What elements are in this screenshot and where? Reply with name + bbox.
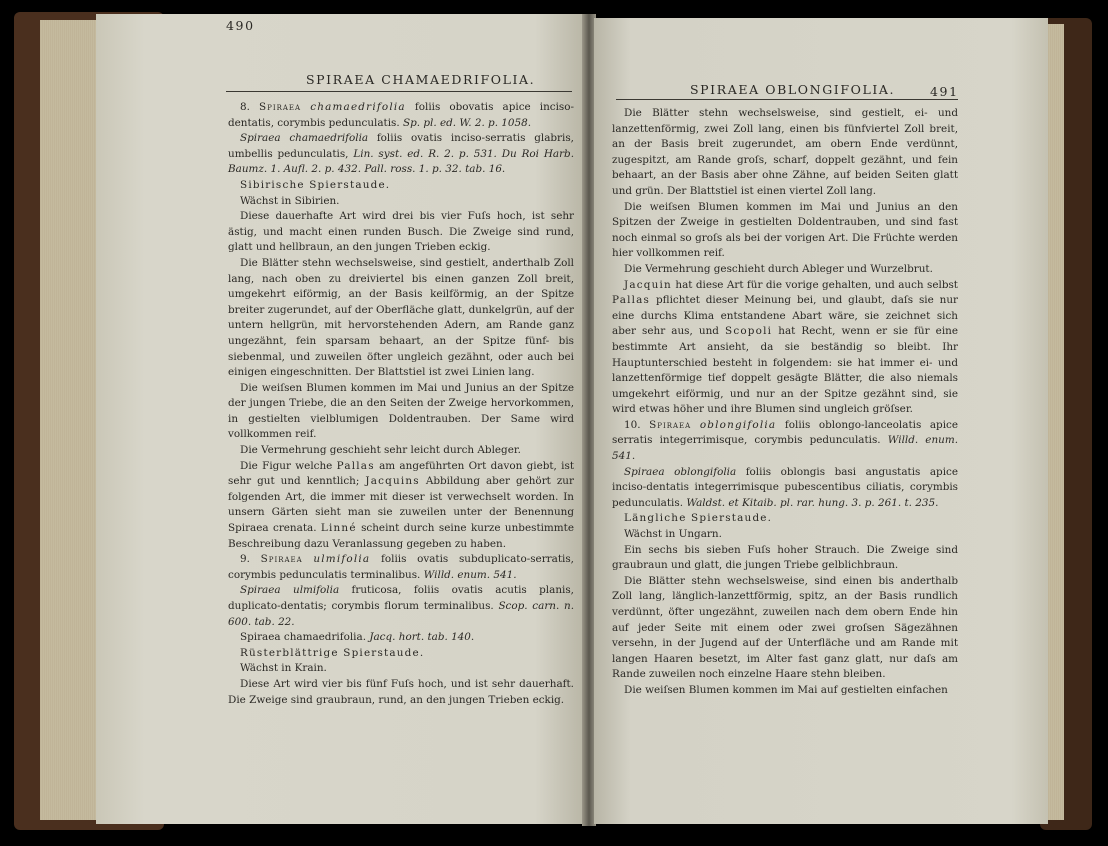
author-name: Jacquin [624, 278, 672, 291]
paragraph: Die weiſsen Blumen kommen im Mai und Junius an der Spitze der jungen Triebe, die an den Seiten der Zweige hervorkommen, in gestielten vielblumigen Doldentrauben. Der Same wird vollkommen reif. [228, 381, 574, 441]
synonym-text: foliis ovatis inciso-serratis glabris, umbellis pedunculatis, [228, 132, 574, 160]
paragraph: Die weiſsen Blumen kommen im Mai auf gestielten einfachen [624, 683, 948, 696]
paragraph: Die Blätter stehn wechselsweise, sind gestielt, anderthalb Zoll lang, nach oben zu dreiviertel bis einen ganzen Zoll breit, umgekehrt eiförmig, an der Basis keilförmig, an der Spitze breiter zugerundet, auf der Oberfläche glatt, dunkelgrün, auf der untern hellgrün, mit hervorstehenden Adern, am Rande ganz ungezähnt, fein sparsam behaart, an der Spitze fünf- bis siebenmal, und zuweilen öfter ungleich gezähnt, oder auch bei einigen eingeschnitten. Der Blattstiel ist zwei Linien lang. [228, 256, 574, 379]
synonym-name: Spiraea oblongifolia [624, 465, 737, 478]
species-name: chamaedrifolia [310, 101, 406, 113]
left-page-body [228, 100, 574, 708]
text-run: Abbildung aber gehört zur folgenden Art, die immer mit dieser ist verwechselt worden. In unsern Gärten sieht man sie zuweilen unter der Benennung Spiraea crenata. [228, 475, 574, 535]
text-run: Die Figur welche [240, 459, 333, 472]
habitat: Wächst in Krain. [240, 662, 327, 675]
habitat: Wächst in Sibirien. [240, 194, 340, 207]
citation: Willd. enum. 541. [612, 434, 958, 463]
page-number [930, 84, 959, 99]
entry-9 [228, 552, 574, 583]
right-page [594, 18, 1048, 824]
paragraph [228, 459, 574, 553]
entry-number: 9. [240, 553, 250, 566]
common-name: Rüsterblättrige Spierstaude. [240, 646, 425, 659]
synonym-text: foliis oblongis basi angustatis apice inciso-dentatis integerrimisque pubescentibus ciliatis, corymbis pedunculatis. [612, 465, 958, 509]
author-name: Pallas [612, 294, 651, 307]
entry-8 [228, 100, 574, 131]
diagnosis-text: foliis ovatis subduplicato-serratis, corymbis pedunculatis terminalibus. [228, 553, 574, 581]
synonym-1 [612, 465, 958, 512]
genus-name: Spiraea [649, 418, 692, 431]
paragraph: Die Vermehrung geschieht durch Ableger und Wurzelbrut. [624, 262, 933, 275]
text-run: hat Recht, wenn er sie für eine bestimmte Art ansieht, da sie beständig so bleibt. Ihr Hauptunterschied besteht in folgendem: sie hat immer ei- und lanzettenförmige tief doppelt gesägte Blätter, die also niemals umgekehrt eiförmig, und nur an der Spitze gezähnt sind, sie wird etwas höher und ihre Blumen sind ungleich gröſser. [612, 325, 958, 416]
citation: Willd. enum. 541. [423, 568, 517, 581]
synonym-name: Spiraea ulmifolia [240, 584, 340, 597]
author-name: Linné [320, 522, 357, 535]
paragraph: Die Vermehrung geschieht sehr leicht durch Ableger. [240, 444, 521, 457]
diagnosis-text: foliis obovatis apice inciso-dentatis, corymbis pedunculatis. [228, 101, 574, 129]
right-page-body [612, 106, 958, 699]
running-head [690, 82, 895, 97]
entry-number: 10. [624, 418, 641, 431]
text-run: hat diese Art für die vorige gehalten, und auch selbst [675, 278, 958, 291]
entry-number: 8. [240, 101, 250, 113]
page-number-text: 490 [226, 18, 255, 33]
text-run: scheint durch seine kurze unbestimmte Beschreibung dazu Veranlassung gegeben zu haben. [228, 522, 574, 550]
paragraph: Die Blätter stehn wechselsweise, sind einen bis anderthalb Zoll lang, länglich-lanzettförmig, spitz, an der Basis rundlich verdünnt, öfter ungezähnt, zuweilen nach dem obern Ende hin auf jeder Seite mit einem oder zwei groſsen Sägezähnen versehn, in der Jugend auf der Unterfläche und am Rande mit langen Haaren besetzt, im Alter fast ganz glatt, nur daſs am Rande zuweilen noch einzelne Haare stehn bleiben. [612, 574, 958, 681]
paragraph: Diese Art wird vier bis fünf Fuſs hoch, und ist sehr dauerhaft. Die Zweige sind graubraun, rund, an den jungen Trieben eckig. [228, 677, 574, 706]
header-rule [226, 91, 572, 92]
synonym-text: fruticosa, foliis ovatis acutis planis, duplicato-dentatis; corymbis florum terminalibus. [228, 584, 574, 612]
page-number [226, 18, 255, 33]
left-page [96, 14, 584, 824]
running-head-text: SPIRAEA CHAMAEDRIFOLIA. [306, 72, 536, 87]
running-head-text: SPIRAEA OBLONGIFOLIA. [690, 82, 896, 97]
author-name: Jacquins [365, 475, 420, 488]
citation: Scop. carn. n. 600. tab. 22. [228, 600, 574, 628]
genus-name: Spiraea [260, 553, 303, 566]
synonym-name: Spiraea chamaedrifolia [240, 132, 369, 145]
synonym-3 [228, 630, 574, 646]
common-name: Sibirische Spierstaude. [240, 178, 391, 191]
text-run: pflichtet dieser Meinung bei, und glaubt, daſs sie nur eine durchs Klima entstandene Abart wäre, sie zeichnet sich aber sehr aus, und [612, 294, 958, 338]
common-name: Längliche Spierstaude. [624, 512, 773, 525]
synonym-text: Spiraea chamaedrifolia. [240, 631, 366, 644]
paragraph: Ein sechs bis sieben Fuſs hoher Strauch. Die Zweige sind graubraun und glatt, die jungen Triebe gelblichbraun. [612, 543, 958, 572]
species-name: ulmifolia [313, 553, 371, 566]
author-name: Pallas [336, 459, 375, 472]
genus-name: Spiraea [259, 101, 302, 113]
page-edges-right [1048, 24, 1064, 820]
page-number-text: 491 [930, 84, 959, 99]
text-run: am angeführten Ort davon giebt, ist sehr gut und kenntlich; [228, 459, 575, 488]
paragraph: Die weiſsen Blumen kommen im Mai und Junius an den Spitzen der Zweige in gestielten Doldentrauben, und sind fast noch einmal so groſs als bei der vorigen Art. Die Früchte werden hier vollkommen reif. [612, 200, 958, 260]
entry-10 [612, 418, 958, 465]
paragraph: Diese dauerhafte Art wird drei bis vier Fuſs hoch, ist sehr ästig, und macht einen runden Busch. Die Zweige sind rund, glatt und hellbraun, an den jungen Trieben eckig. [228, 210, 574, 254]
habitat: Wächst in Ungarn. [624, 528, 722, 541]
diagnosis-text: foliis oblongo-lanceolatis apice serratis integerrimisque, corymbis pedunculatis. [612, 418, 958, 447]
paragraph [612, 278, 958, 418]
paragraph: Die Blätter stehn wechselsweise, sind gestielt, ei- und lanzettenförmig, zwei Zoll lang, einen bis fünfviertel Zoll breit, an der Basis breit zugerundet, am obern Ende verdünnt, zugespitzt, am Rande groſs, scharf, doppelt gezähnt, und fein behaart, an der Basis aber ohne Zähne, auf beiden Seiten glatt und grün. Der Blattstiel ist einen viertel Zoll lang. [612, 107, 958, 197]
citation: Sp. pl. ed. W. 2. p. 1058. [403, 116, 532, 129]
citation: Lin. syst. ed. R. 2. p. 531. Du Roi Harb. Baumz. 1. Aufl. 2. p. 432. Pall. ross. 1. p. 32. tab. 16. [228, 147, 574, 176]
running-head [306, 72, 535, 87]
header-rule [616, 99, 958, 100]
synonym-1 [228, 131, 574, 178]
page-edges-left [40, 20, 98, 820]
citation: Waldst. et Kitaib. pl. rar. hung. 3. p. 261. t. 235. [686, 496, 939, 509]
citation: Jacq. hort. tab. 140. [369, 631, 475, 644]
author-name: Scopoli [725, 325, 773, 338]
species-name: oblongifolia [699, 418, 777, 431]
synonym-2 [228, 583, 574, 630]
